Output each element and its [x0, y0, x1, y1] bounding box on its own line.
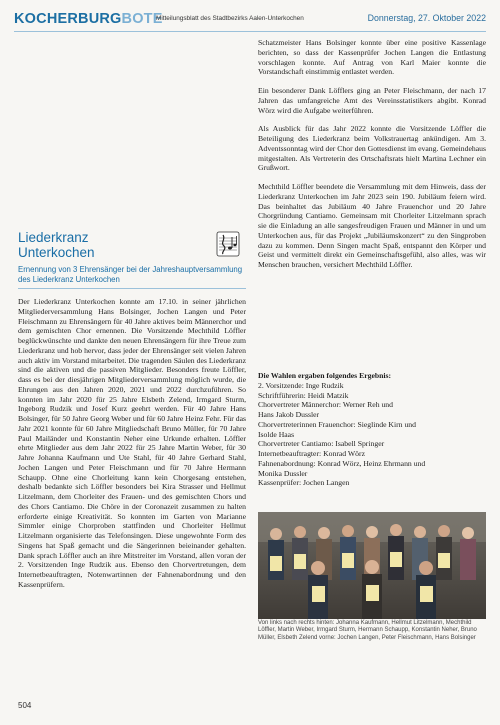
result-line: Chorvertreter Männerchor: Werner Reh und	[258, 400, 393, 410]
paragraph: Als Ausblick für das Jahr 2022 konnte die Vorsitzende Löffler die Beteiligung des Liederkranz beim Volkstrauertag ankündigen. Am 3. Adventssonntag wird der Chor den Gottesdienst im evang. Gemeindehaus mitgestalten. Als Vertreterin des Ortschaftsrats hielt Martina Lechner ein Grußwort.	[258, 124, 486, 173]
right-column-top	[258, 38, 486, 270]
group-photo	[258, 512, 486, 619]
newspaper-logo: KOCHERBURGBOTE	[14, 11, 163, 27]
paragraph: Ein besonderer Dank Löfflers ging an Peter Fleischmann, der nach 17 Jahren das umfangreiche Amt des Vereinsstatistikers abgibt. Konrad Wörz wird die Aufgabe weiterführen.	[258, 86, 486, 115]
result-line: Monika Dussler	[258, 468, 308, 478]
article-subtitle: Ernennung von 3 Ehrensänger bei der Jahreshauptversammlung des Liederkranz Unterkochen	[18, 265, 243, 284]
result-line: Fahnenabordnung: Konrad Wörz, Heinz Ehrmann und	[258, 458, 426, 468]
paragraph: Mechthild Löffler beendete die Versammlung mit dem Hinweis, dass der Liederkranz Unterkochen im Jahr 2023 sein 190. Jubiläum feiern wird. Das beinhaltet das Jubiläum 40 Jahre Frauenchor und 20 Jahre Chorgründung Cantiamo. Gemeinsam mit Chorleiter Litzelmann sprach sie die Einladung an alle sangesfreudigen Frauen und Männer in und um Unterkochen aus, für das Projekt „Jubiläumskonzert“ zu den Singproben dazu zu kommen. Denn Singen macht Spaß, entspannt den Körper und Geist und vermittelt direkt ein Gemeinschaftsgefühl, also alles, was wir Menschen brauchen, versichert Mechthild Löffler.	[258, 182, 486, 269]
header-rule	[14, 31, 486, 32]
page-number: 504	[18, 701, 32, 710]
result-line: Hans Jakob Dussler	[258, 410, 320, 419]
masthead	[14, 10, 486, 30]
section-title: Liederkranz Unterkochen	[18, 230, 95, 260]
paragraph: Schatzmeister Hans Bolsinger konnte über eine positive Kassenlage berichten, so dass der Kassenprüfer Jochen Langen die Entlastung vorschlagen konnte. Auf Antrag von Karl Maier konnte die Vorstandschaft einstimmig entlastet werden.	[258, 38, 486, 77]
article-body	[18, 297, 246, 590]
results-title: Die Wahlen ergaben folgendes Ergebnis:	[258, 371, 392, 380]
result-line: Schriftführerin: Heidi Matzik	[258, 390, 349, 400]
paragraph: Der Liederkranz Unterkochen konnte am 17.10. in seiner jährlichen Mitgliederversammlung Hans Bolsinger, Jochen Langen und Peter Fleischmann zu Ehrensängern für 40 Jahre aktives beim Männerchor und dem gemischten Chor ernennen. Die Vorsitzende Mechthild Löffler beglückwünschte und dankte den neuen Ehrensängern für ihre Treue zum Liederkranz und hob hervor, dass jeder der Ehrensänger seit vielen Jahren auch aktiv im Vorstand mitarbeitet. Die tragenden Säulen des Liederkranz sind die aktiven und die passiven Mitglieder. Besonders freute Löffler, dass es bei der diesjährigen Mitgliederversammlung möglich wurde, die Ehrungen aus den Jahren 2020, 2021 und 2022 durchzuführen. So konnten im Jahr 2020 für 25 Jahre Elsbeth Zelend, Irmgard Sturm, Ingeborg Rudzik und Josef Kurz geehrt werden. Für 40 Jahre Hans Bolsinger, für 50 Jahre Georg Weber und für 60 Jahre Heinz Fehr. Für das Jahr 2021 konnte für 60 Jahre Mitgliedschaft Bruno Müller, für 70 Jahre Paul Mailänder und Konstantin Neher eine Urkunde erhalten. Löffler ehrte Mitglieder aus dem Jahr 2022 für 25 Jahre Martin Weber, für 30 Jahre Johanna Kaufmann und Ute Stahl, für 40 Jahre Gerhard Stahl, Jochen Langen und Peter Fleischmann und für 70 Jahre Hermann Schaupp. Ohne eine Chorleitung kann kein Chorgesang entstehen, deshalb bedankte sich Löffler besonders bei Kira Strasser und Hellmut Litzelmann, dem Chorleiter des Frauen- und des gemischten Chors und des Chors Cantiamo. Die Chöre in der Coronazeit zusammen zu halten erforderte einige Kreativität. So konnten im Garten von Marianne Simmler einige Chorproben stattfinden und Chorleiter Hellmut Litzelmann organisierte das Telefonsingen. Diese ungewohnte Form des Singens hat Spaß gemacht und die Sängerinnen beieinander gehalten. Dank sprach Löffler auch an ihre Mitstreiter im Vorstand, allen voran der 2. Vorsitzenden Inge Rudzik aus. Ebenso den Chorvertretungen, dem Internetbeauftragten, Notenwartinnen der Fahnenabordnung und den Kassenprüfern.	[18, 297, 246, 589]
election-results	[258, 371, 486, 488]
result-line: Chorvertreterinnen Frauenchor: Sieglinde Kirn und	[258, 419, 416, 429]
result-line: Kassenprüfer: Jochen Langen	[258, 478, 350, 488]
music-notes-icon	[216, 231, 240, 257]
result-line: Internetbeauftragter: Konrad Wörz	[258, 449, 366, 458]
photo-caption: Von links nach rechts hinten: Johanna Kaufmann, Hellmut Litzelmann, Mechthild Löffler, Martin Weber, Irmgard Sturm, Hermann Schaupp, Konstantin Neher, Bruno Müller, Elsbeth Zelend vorne: Jochen Langen, Peter Fleischmann, Hans Bolsinger	[258, 620, 477, 641]
result-line: 2. Vorsitzende: Inge Rudzik	[258, 380, 344, 390]
publication-subtitle: Mitteilungsblatt des Stadtbezirks Aalen-Unterkochen	[156, 15, 304, 22]
result-line: Chorvertreter Cantiamo: Isabell Springer	[258, 439, 385, 449]
issue-date: Donnerstag, 27. Oktober 2022	[367, 13, 486, 23]
subtitle-rule	[18, 288, 246, 289]
result-line: Isolde Haas	[258, 429, 295, 439]
